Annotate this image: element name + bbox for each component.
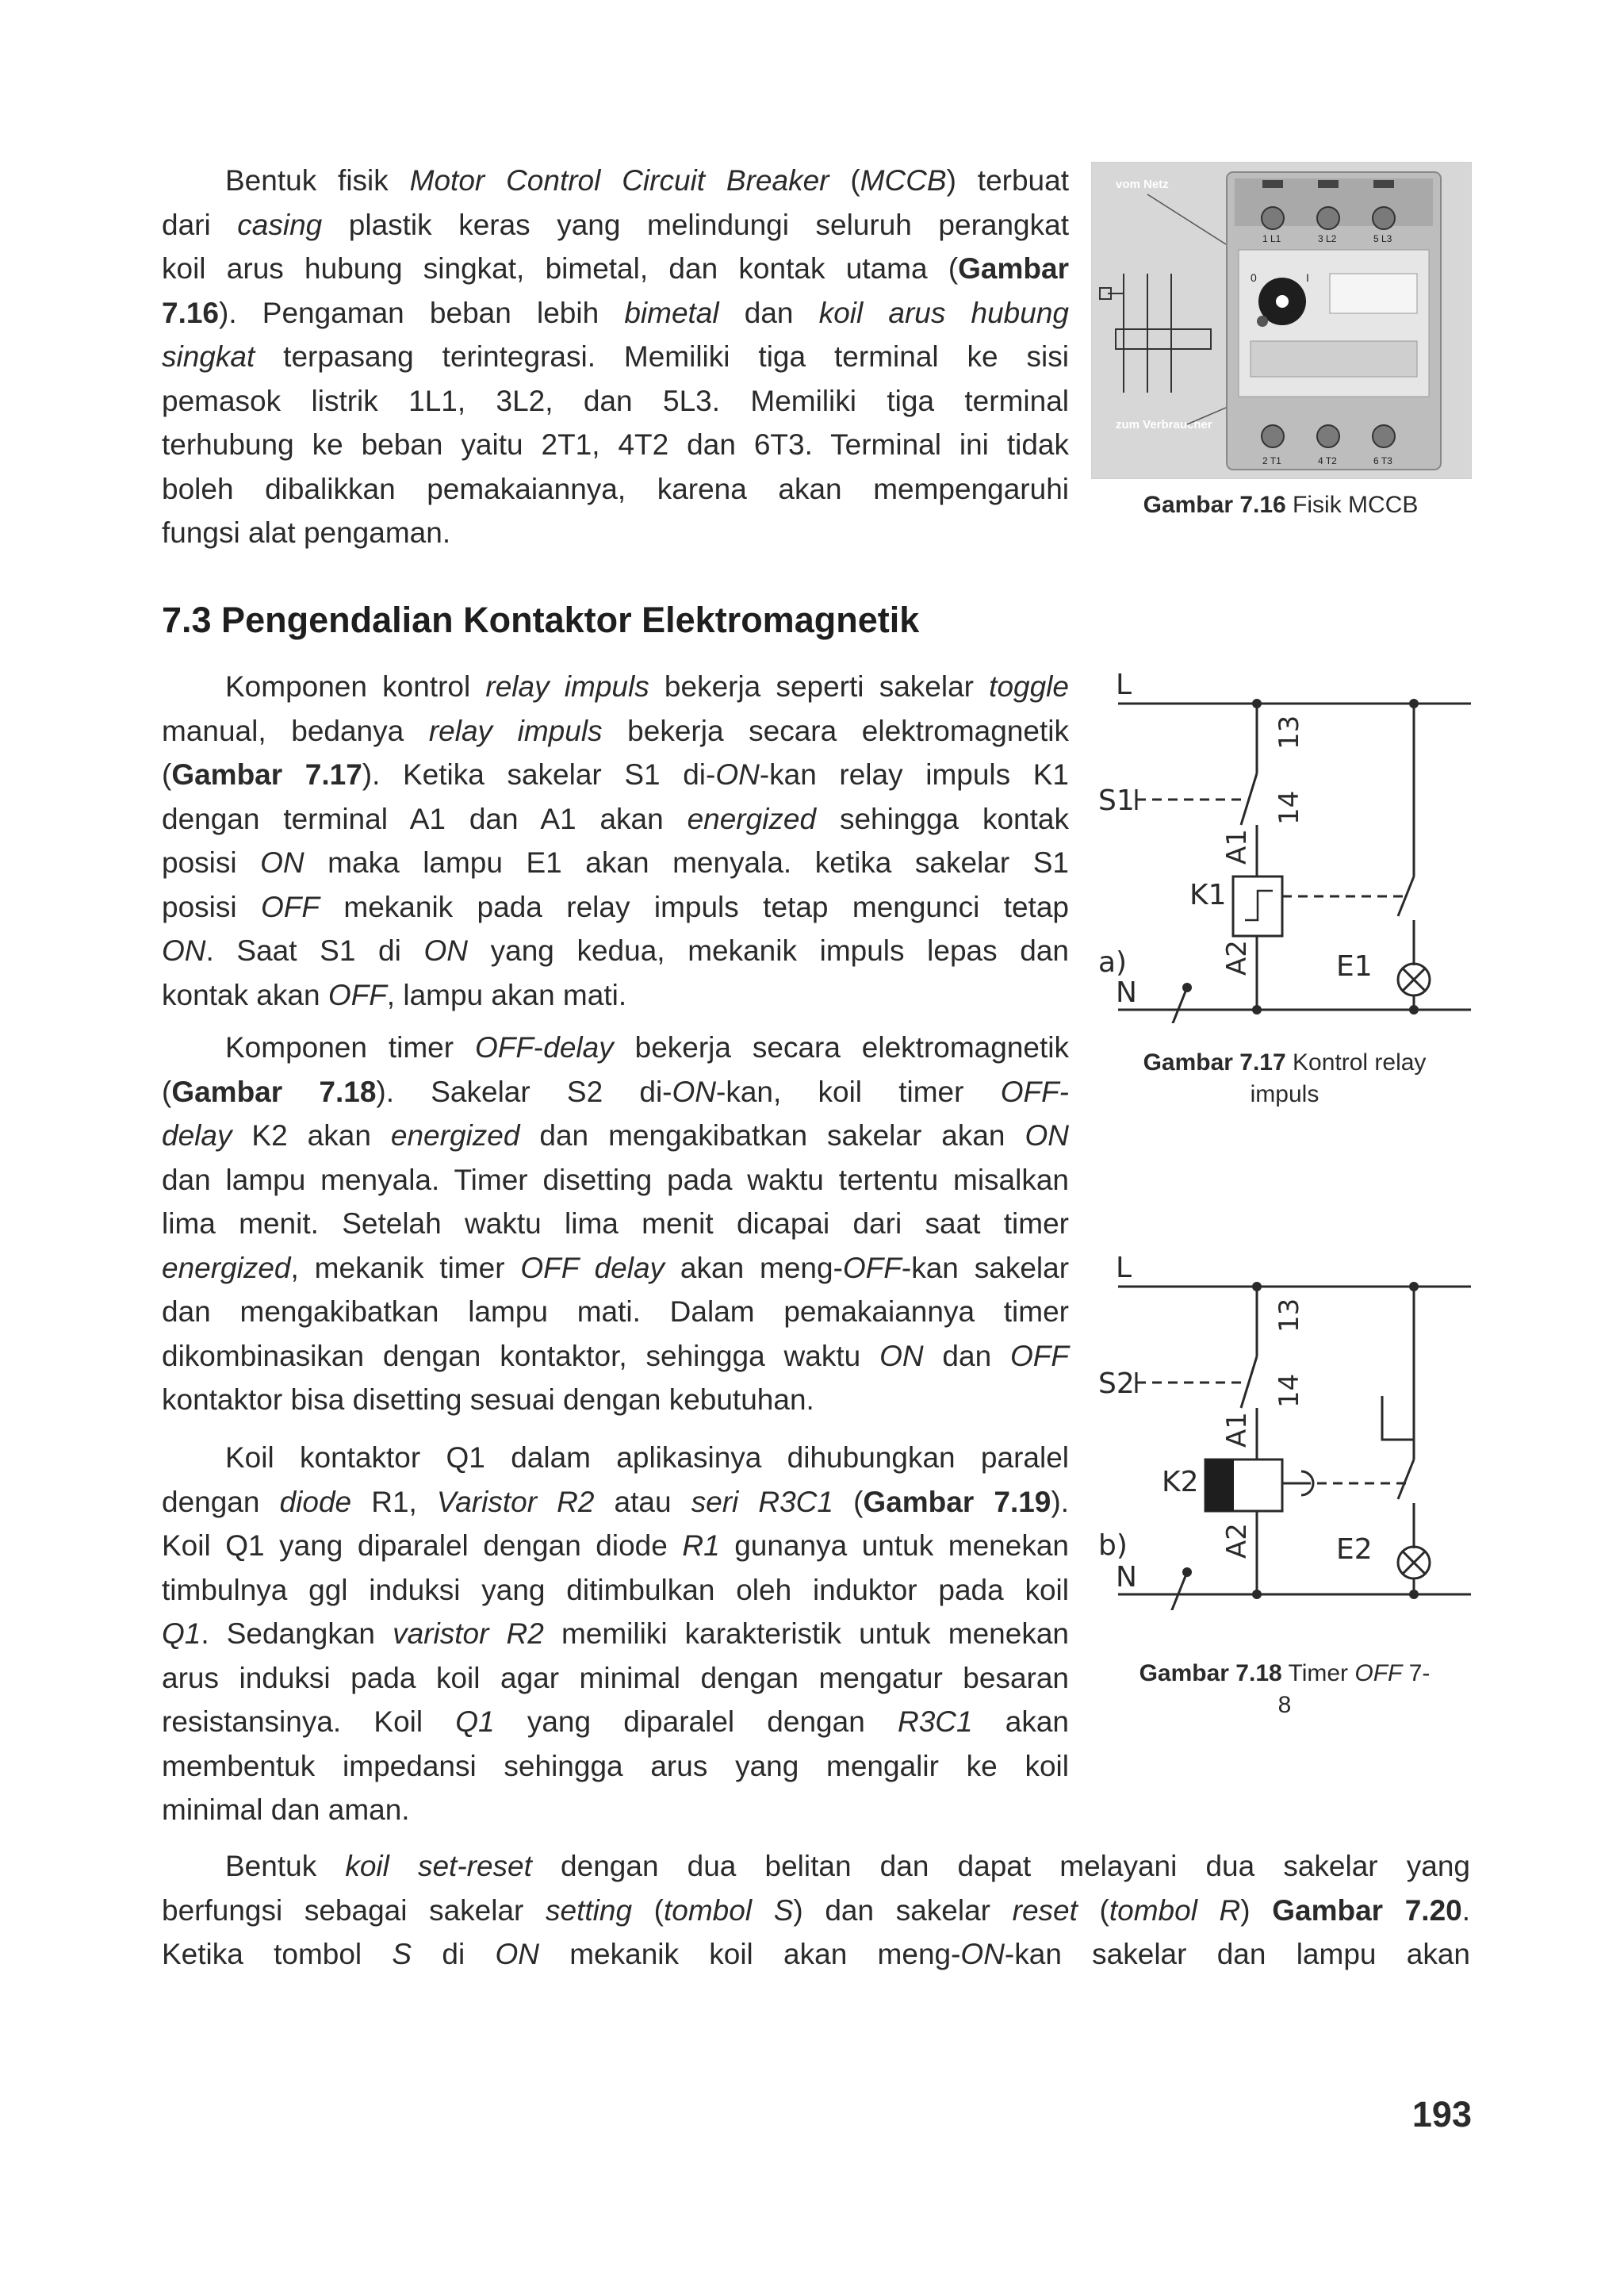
junction-dot xyxy=(1252,1590,1262,1599)
text-line: boleh dibalikkan pemakaiannya, karena akan mempengaruhi xyxy=(162,472,1069,505)
timer-off-delay-circuit xyxy=(1098,1245,1471,1610)
paragraph-mccb xyxy=(162,159,1069,555)
text-line: (Gambar 7.17). Ketika sakelar S1 di-ON-kan relay impuls K1 xyxy=(162,758,1069,791)
text-line: dengan terminal A1 dan A1 akan energized sehingga kontak xyxy=(162,802,1069,835)
section-heading: 7.3 Pengendalian Kontaktor Elektromagnetik xyxy=(162,600,920,640)
terminal-screws-bottom xyxy=(1262,425,1395,447)
text-line: dan lampu menyala. Timer disetting pada waktu tertentu misalkan xyxy=(162,1163,1069,1196)
timer-coil-block xyxy=(1205,1459,1234,1511)
label-e2: E2 xyxy=(1336,1533,1373,1566)
text-line: Q1. Sedangkan varistor R2 memiliki karakteristik untuk menekan xyxy=(162,1617,1069,1650)
text-line: lima menit. Setelah waktu lima menit dicapai dari saat timer xyxy=(162,1207,1069,1240)
label-s2: S2 xyxy=(1098,1367,1135,1400)
label-e1: E1 xyxy=(1336,950,1373,983)
text-line: timbulnya ggl induksi yang ditimbulkan oleh induktor pada koil xyxy=(162,1573,1069,1606)
text-line: manual, bedanya relay impuls bekerja secara elektromagnetik xyxy=(162,714,1069,747)
junction-dot xyxy=(1409,1282,1419,1291)
page-number: 193 xyxy=(1411,2094,1472,2134)
text-line: minimal dan aman. xyxy=(162,1793,410,1826)
terminal-label: 6 T3 xyxy=(1373,455,1392,466)
label-n: N xyxy=(1116,976,1137,1009)
junction-dot xyxy=(1409,1590,1419,1599)
label-a: a) xyxy=(1098,946,1128,979)
label-n: N xyxy=(1116,1561,1137,1594)
label-terminal-13: 13 xyxy=(1274,715,1305,750)
text-line: pemasok listrik 1L1, 3L2, dan 5L3. Memiliki tiga terminal xyxy=(162,384,1069,417)
dial-label: 0 xyxy=(1251,271,1257,284)
label-terminal-14: 14 xyxy=(1274,1373,1305,1408)
label-a1: A1 xyxy=(1221,1412,1253,1448)
text-line: kontak akan OFF, lampu akan mati. xyxy=(162,978,627,1011)
relay-impuls-circuit xyxy=(1098,662,1471,1023)
label-b: b) xyxy=(1098,1529,1128,1562)
text-line: energized, mekanik timer OFF delay akan meng-OFF-kan sakelar xyxy=(162,1251,1070,1284)
caption-figure-7-18: Gambar 7.18 Timer OFF 7- 8 xyxy=(1139,1660,1431,1718)
label-l: L xyxy=(1116,1252,1132,1284)
text-line: posisi ON maka lampu E1 akan menyala. ketika sakelar S1 xyxy=(162,846,1069,879)
text-line: dikombinasikan dengan kontaktor, sehingga waktu ON dan OFF xyxy=(162,1339,1069,1372)
text-line: singkat terpasang terintegrasi. Memiliki tiga terminal ke sisi xyxy=(162,340,1069,373)
paragraph-koil-kontaktor xyxy=(162,1436,1069,1832)
text-line: posisi OFF mekanik pada relay impuls tetap mengunci tetap xyxy=(162,890,1069,923)
terminal-label: 2 T1 xyxy=(1262,455,1281,466)
text-line: kontaktor bisa disetting sesuai dengan kebutuhan. xyxy=(162,1383,814,1416)
label-terminal-13: 13 xyxy=(1274,1298,1305,1333)
text-line: koil arus hubung singkat, bimetal, dan kontak utama (Gambar xyxy=(162,252,1069,285)
terminal-screws-top xyxy=(1262,207,1395,229)
mccb-photo xyxy=(1091,162,1472,479)
text-line: Bentuk fisik Motor Control Circuit Breaker (MCCB) terbuat xyxy=(225,164,1069,197)
text-line: 7.16). Pengaman beban lebih bimetal dan koil arus hubung xyxy=(162,296,1069,329)
label-s1: S1 xyxy=(1098,784,1135,817)
text-line: Komponen kontrol relay impuls bekerja seperti sakelar toggle xyxy=(225,670,1069,703)
caption-figure-7-16: Gambar 7.16 Fisik MCCB xyxy=(1143,492,1419,518)
text-line: berfungsi sebagai sakelar setting (tombol S) dan sakelar reset (tombol R) Gambar 7.20. xyxy=(162,1893,1471,1927)
text-line: (Gambar 7.18). Sakelar S2 di-ON-kan, koil timer OFF- xyxy=(162,1075,1069,1108)
text-line: fungsi alat pengaman. xyxy=(162,516,451,549)
label-vom-netz: vom Netz xyxy=(1116,178,1169,191)
caption-figure-7-17: Gambar 7.17 Kontrol relay impuls xyxy=(1143,1049,1427,1107)
junction-dot xyxy=(1409,1005,1419,1015)
text-line: ON. Saat S1 di ON yang kedua, mekanik impuls lepas dan xyxy=(162,934,1069,967)
text-line: terhubung ke beban yaitu 2T1, 4T2 dan 6T3. Terminal ini tidak xyxy=(162,428,1069,461)
text-line: dari casing plastik keras yang melindungi seluruh perangkat xyxy=(162,208,1069,241)
paragraph-timer-off-delay xyxy=(162,1026,1069,1422)
label-zum-verbraucher: zum Verbraucher xyxy=(1116,418,1212,432)
text-line: Komponen timer OFF-delay bekerja secara elektromagnetik xyxy=(225,1031,1069,1064)
text-line: Koil kontaktor Q1 dalam aplikasinya dihubungkan paralel xyxy=(225,1441,1069,1474)
terminal-label: 1 L1 xyxy=(1262,233,1281,244)
label-a2: A2 xyxy=(1221,1523,1253,1559)
junction-dot xyxy=(1252,699,1262,708)
terminal-label: 4 T2 xyxy=(1318,455,1337,466)
junction-dot xyxy=(1252,1282,1262,1291)
label-terminal-14: 14 xyxy=(1274,790,1305,825)
text-line: Ketika tombol S di ON mekanik koil akan meng-ON-kan sakelar dan lampu akan xyxy=(162,1938,1470,1970)
mccb-illustration xyxy=(1092,163,1471,478)
text-line: resistansinya. Koil Q1 yang diparalel dengan R3C1 akan xyxy=(162,1705,1069,1738)
junction-dot xyxy=(1409,699,1419,708)
text-line: Bentuk koil set-reset dengan dua belitan dan dapat melayani dua sakelar yang xyxy=(225,1850,1470,1882)
terminal-label: 5 L3 xyxy=(1373,233,1392,244)
text-line: Koil Q1 yang diparalel dengan diode R1 gunanya untuk menekan xyxy=(162,1529,1069,1562)
label-a1: A1 xyxy=(1221,829,1253,865)
paragraph-koil-set-reset xyxy=(162,1844,1470,1977)
text-line: dengan diode R1, Varistor R2 atau seri R3C1 (Gambar 7.19). xyxy=(162,1485,1069,1518)
relay-impuls-diagram xyxy=(1098,662,1471,1023)
text-line: dan mengakibatkan lampu mati. Dalam pemakaiannya timer xyxy=(162,1295,1069,1328)
label-a2: A2 xyxy=(1221,940,1253,976)
label-k2: K2 xyxy=(1162,1466,1199,1498)
timer-off-delay-diagram xyxy=(1098,1245,1471,1610)
label-l: L xyxy=(1116,669,1132,701)
text-line: delay K2 akan energized dan mengakibatkan sakelar akan ON xyxy=(162,1119,1069,1152)
paragraph-relay-impuls xyxy=(162,665,1069,1017)
text-line: arus induksi pada koil agar minimal dengan mengatur besaran xyxy=(162,1661,1069,1694)
label-k1: K1 xyxy=(1189,879,1227,911)
terminal-label: 3 L2 xyxy=(1318,233,1337,244)
text-line: membentuk impedansi sehingga arus yang mengalir ke koil xyxy=(162,1749,1069,1782)
junction-dot xyxy=(1252,1005,1262,1015)
dial-label: I xyxy=(1306,271,1309,284)
